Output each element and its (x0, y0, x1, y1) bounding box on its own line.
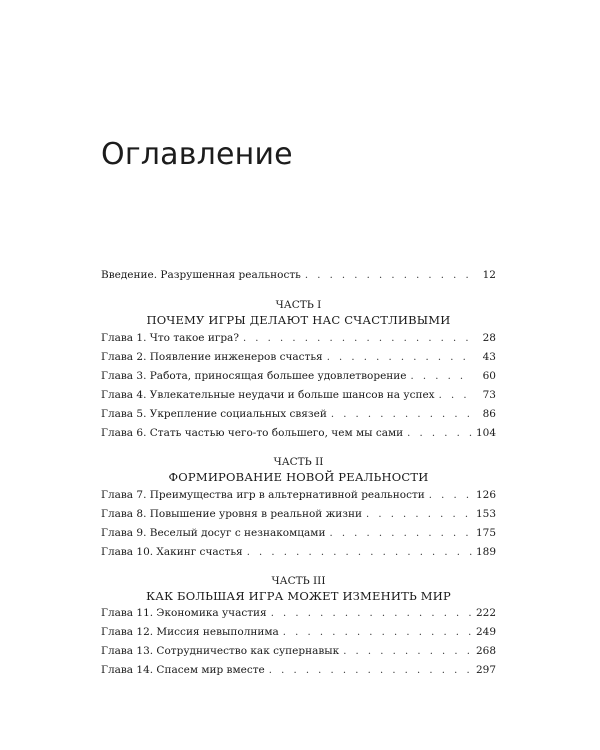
toc-entry-label: Глава 11. Экономика участия (101, 605, 271, 621)
toc-entry-page: 86 (482, 408, 496, 420)
leader-dots (269, 663, 472, 679)
part-name: ЧАСТЬ III (271, 575, 326, 587)
toc-entry-label: Глава 3. Работа, приносящая большее удовлетворение (101, 368, 411, 384)
toc-entry-page: 28 (482, 332, 496, 344)
toc-entry-chapter-11[interactable] (101, 605, 496, 621)
part-title: КАК БОЛЬШАЯ ИГРА МОЖЕТ ИЗМЕНИТЬ МИР (146, 589, 451, 603)
page-title: Оглавление (101, 137, 293, 172)
leader-dots (411, 369, 473, 385)
part-title: ПОЧЕМУ ИГРЫ ДЕЛАЮТ НАС СЧАСТЛИВЫМИ (146, 313, 451, 327)
toc-entry-label: Глава 8. Повышение уровня в реальной жизни (101, 506, 366, 522)
toc-entry-label: Глава 14. Спасем мир вместе (101, 662, 269, 678)
toc-entry-chapter-1[interactable] (101, 330, 496, 346)
leader-dots (366, 507, 472, 523)
leader-dots (243, 331, 472, 347)
part-heading-3 (101, 574, 496, 604)
toc-entry-page: 12 (482, 269, 496, 281)
toc-entry-intro[interactable] (101, 267, 496, 283)
toc-entry-page: 189 (475, 546, 496, 558)
leader-dots (429, 488, 472, 504)
toc-entry-label: Глава 7. Преимущества игр в альтернативной реальности (101, 487, 429, 503)
toc-entry-label: Глава 1. Что такое игра? (101, 330, 243, 346)
leader-dots (283, 625, 472, 641)
toc-entry-chapter-12[interactable] (101, 624, 496, 640)
toc-entry-label: Глава 2. Появление инженеров счастья (101, 349, 327, 365)
toc-entry-page: 222 (475, 607, 496, 619)
leader-dots (331, 407, 472, 423)
toc-entry-chapter-10[interactable] (101, 544, 496, 560)
toc-entry-page: 268 (475, 645, 496, 657)
part-title: ФОРМИРОВАНИЕ НОВОЙ РЕАЛЬНОСТИ (168, 470, 429, 484)
toc-entry-label: Введение. Разрушенная реальность (101, 267, 305, 283)
leader-dots (305, 268, 472, 284)
toc-entry-chapter-2[interactable] (101, 349, 496, 365)
leader-dots (407, 426, 472, 442)
part-heading-1 (101, 298, 496, 328)
leader-dots (439, 388, 472, 404)
leader-dots (343, 644, 472, 660)
toc-entry-page: 175 (475, 527, 496, 539)
leader-dots (329, 526, 471, 542)
part-name: ЧАСТЬ II (273, 456, 324, 468)
toc-entry-chapter-9[interactable] (101, 525, 496, 541)
toc-entry-chapter-8[interactable] (101, 506, 496, 522)
toc-entry-page: 60 (482, 370, 496, 382)
toc-entry-chapter-3[interactable] (101, 368, 496, 384)
toc-entry-label: Глава 13. Сотрудничество как супернавык (101, 643, 343, 659)
toc-entry-label: Глава 10. Хакинг счастья (101, 544, 247, 560)
toc-entry-chapter-4[interactable] (101, 387, 496, 403)
toc-entry-page: 297 (475, 664, 496, 676)
toc-entry-label: Глава 5. Укрепление социальных связей (101, 406, 331, 422)
toc-entry-page: 73 (482, 389, 496, 401)
part-name: ЧАСТЬ I (275, 299, 322, 311)
leader-dots (271, 606, 472, 622)
toc-entry-label: Глава 9. Веселый досуг с незнакомцами (101, 525, 329, 541)
toc-entry-label: Глава 12. Миссия невыполнима (101, 624, 283, 640)
toc-entry-chapter-7[interactable] (101, 487, 496, 503)
toc-entry-chapter-5[interactable] (101, 406, 496, 422)
toc-entry-label: Глава 6. Стать частью чего-то большего, чем мы сами (101, 425, 407, 441)
leader-dots (327, 350, 472, 366)
toc-entry-page: 249 (475, 626, 496, 638)
toc-entry-page: 43 (482, 351, 496, 363)
toc-entry-chapter-6[interactable] (101, 425, 496, 441)
leader-dots (247, 545, 472, 561)
toc-entry-label: Глава 4. Увлекательные неудачи и больше шансов на успех (101, 387, 439, 403)
toc-entry-page: 104 (475, 427, 496, 439)
toc-entry-page: 126 (475, 489, 496, 501)
toc-entry-chapter-13[interactable] (101, 643, 496, 659)
toc-entry-page: 153 (475, 508, 496, 520)
toc-entry-chapter-14[interactable] (101, 662, 496, 678)
part-heading-2 (101, 455, 496, 485)
